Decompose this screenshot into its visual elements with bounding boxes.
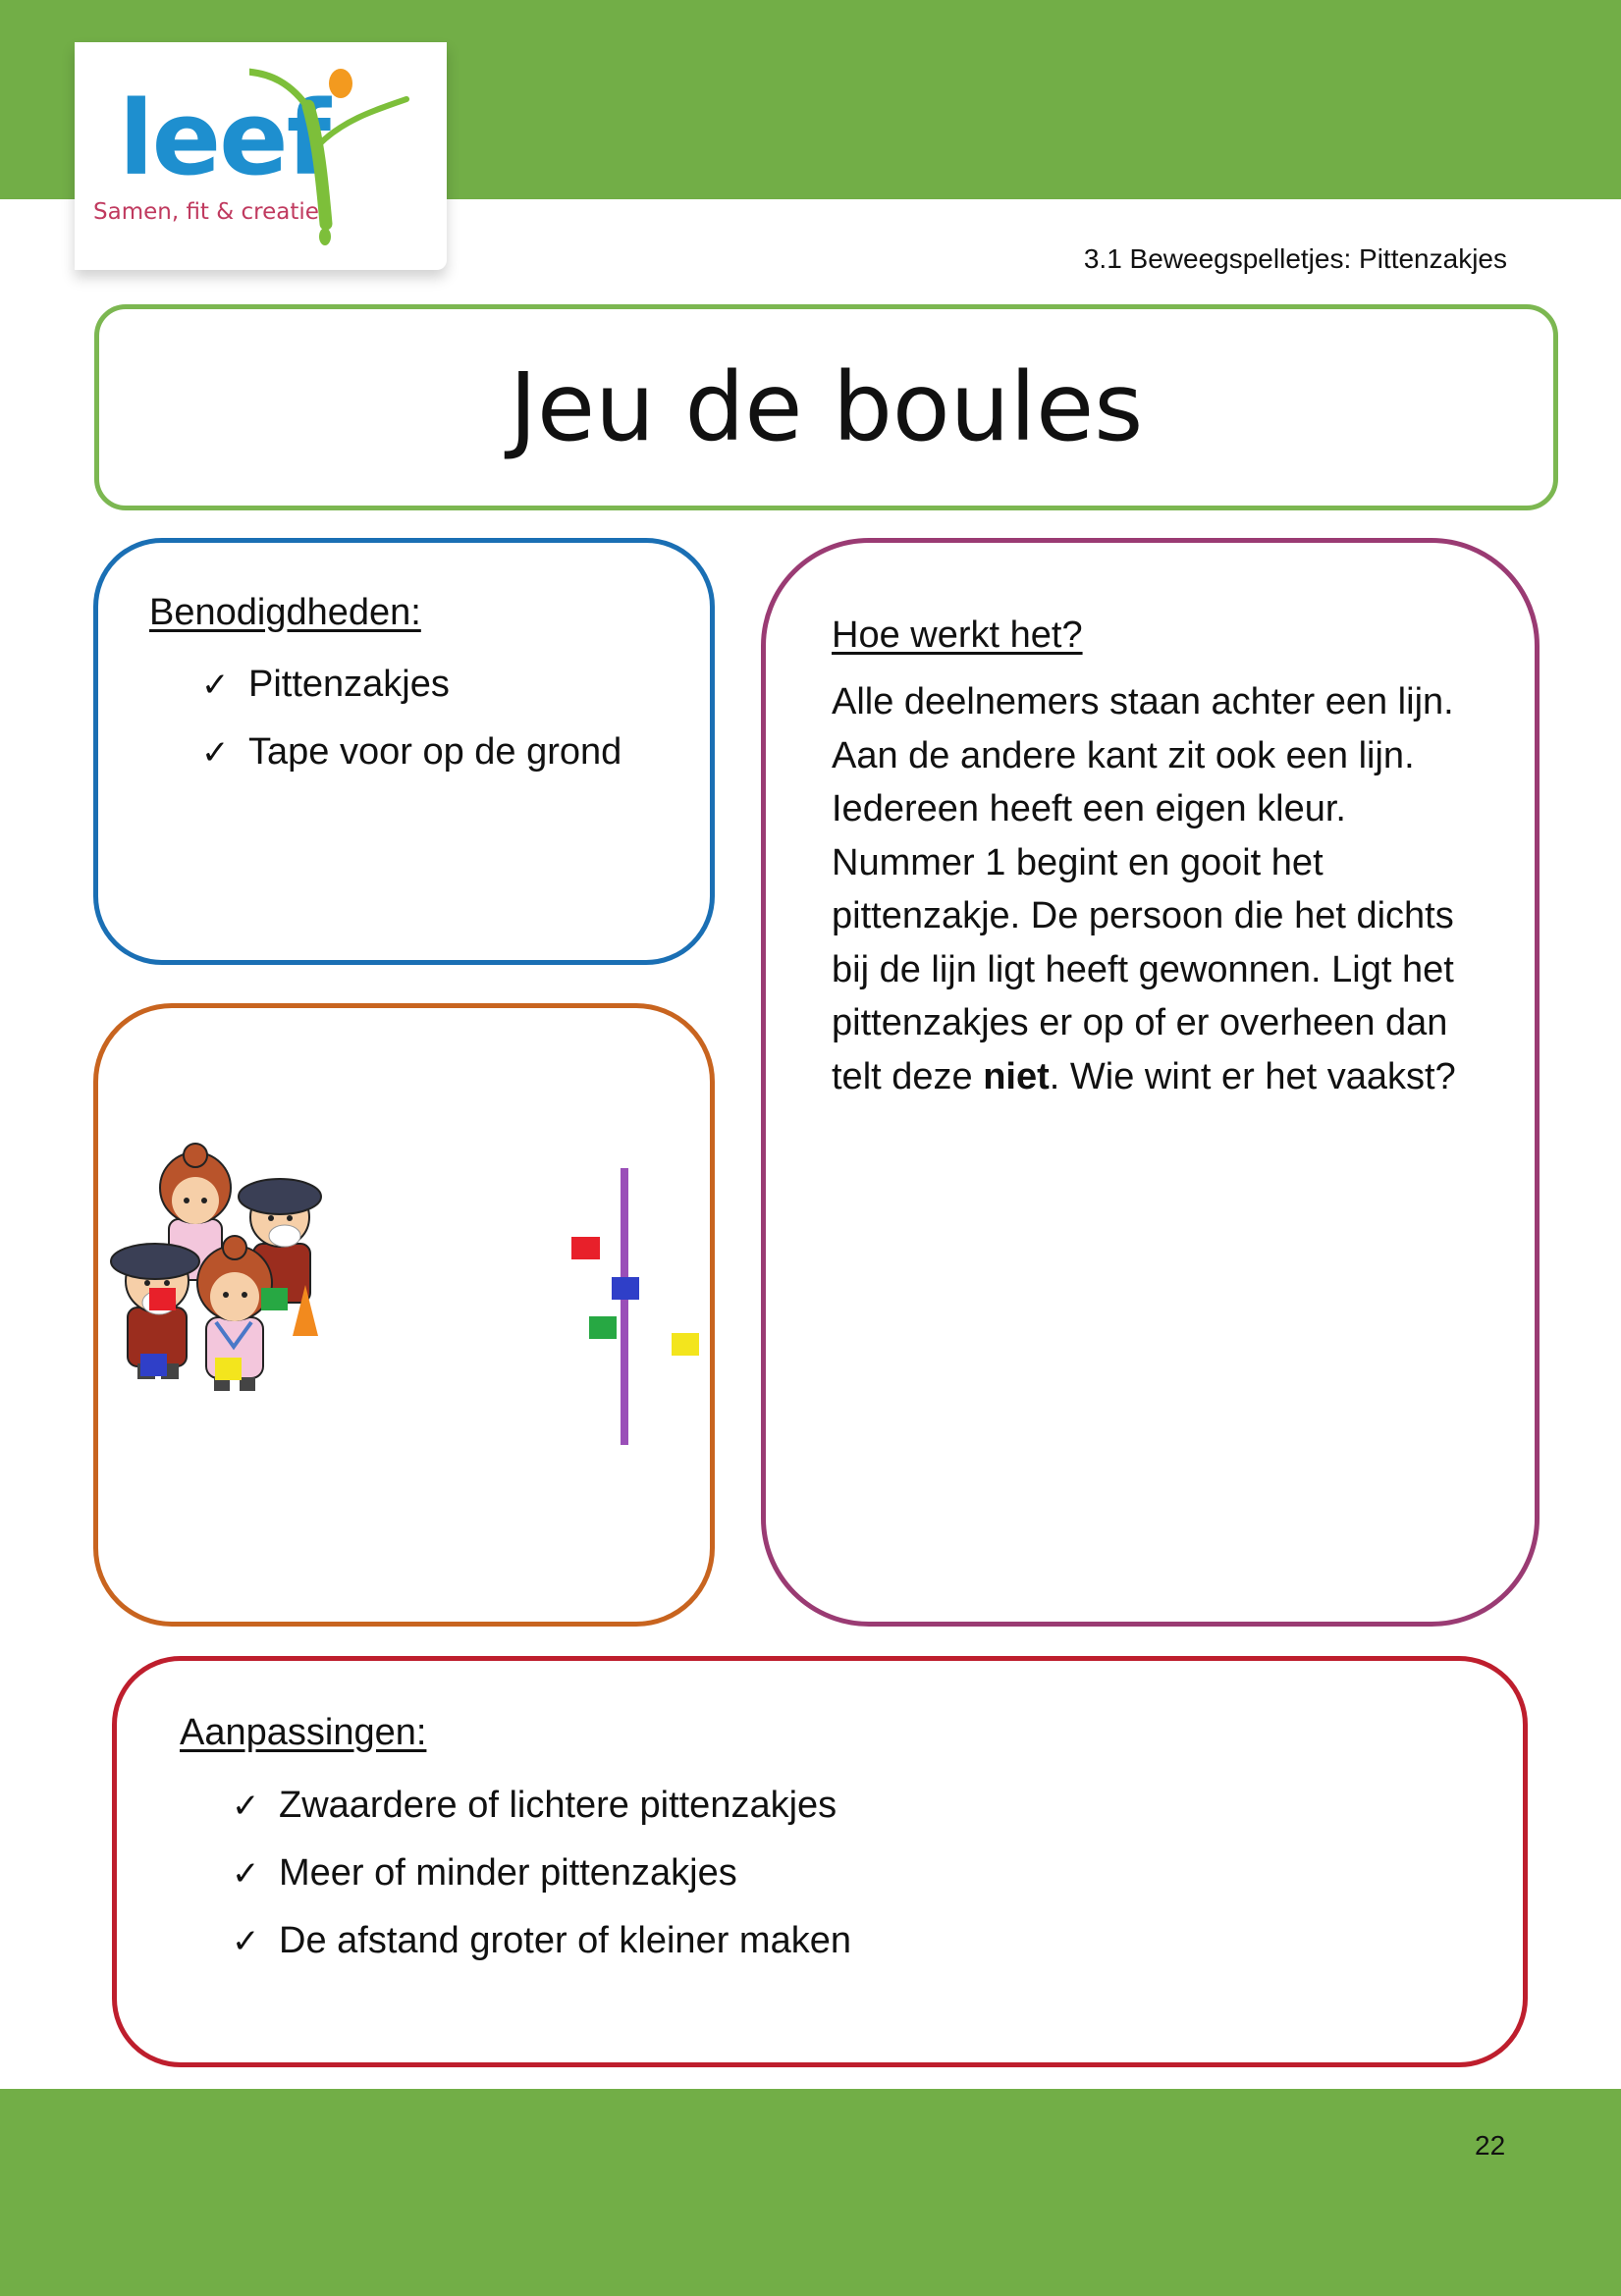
how-description [832, 675, 1489, 1103]
list-item [201, 651, 621, 719]
target-line [621, 1168, 628, 1445]
bag-green [589, 1316, 617, 1339]
how-it-works-box [761, 538, 1540, 1627]
title-box [94, 304, 1558, 510]
bag-yellow [215, 1358, 242, 1380]
supplies-box [93, 538, 715, 965]
bag-blue [612, 1277, 639, 1300]
list-item [201, 719, 621, 786]
illustration-box [93, 1003, 715, 1627]
bag-green [261, 1288, 288, 1310]
petanque-players-illustration [98, 1008, 710, 1622]
checkmark-icon: ✓ [232, 1854, 260, 1893]
adjustments-list [232, 1772, 851, 1975]
how-text-start: Alle deelnemers staan achter een lijn. Aan de andere kant zit ook een lijn. Iedereen heeft een eigen kleur. Nummer 1 begint en gooit het pittenzakje. De persoon die het dichts bij de lijn ligt heeft gewonnen. Ligt het pittenzakjes er op of er overheen dan telt deze [832, 681, 1454, 1097]
how-text-bold: niet [983, 1055, 1050, 1097]
adjustments-heading: Aanpassingen: [180, 1712, 427, 1753]
how-text-end: . Wie wint er het vaakst? [1049, 1055, 1456, 1097]
page-number: 22 [1475, 2130, 1506, 2161]
logo-figure-icon [249, 52, 446, 268]
adjustments-item-label: Meer of minder pittenzakjes [279, 1852, 737, 1894]
logo-word: leef [119, 79, 329, 198]
how-heading: Hoe werkt het? [832, 614, 1083, 656]
section-label: 3.1 Beweegspelletjes: Pittenzakjes [1083, 243, 1507, 274]
logo-tagline: Samen, fit & creatief [93, 199, 328, 225]
bag-red [571, 1237, 600, 1259]
adjustments-item-label: De afstand groter of kleiner maken [279, 1920, 851, 1961]
supplies-item-label: Tape voor op de grond [248, 731, 622, 773]
checkmark-icon: ✓ [232, 1787, 260, 1825]
checkmark-icon: ✓ [201, 666, 230, 704]
adjustments-item-label: Zwaardere of lichtere pittenzakjes [279, 1785, 838, 1826]
footer-band [0, 2089, 1621, 2296]
bag-blue [140, 1354, 167, 1376]
checkmark-icon: ✓ [232, 1922, 260, 1960]
list-item [232, 1840, 851, 1907]
checkmark-icon: ✓ [201, 733, 230, 772]
bag-red [149, 1288, 176, 1310]
list-item [232, 1772, 851, 1840]
bag-yellow [672, 1333, 699, 1356]
page-title: Jeu de boules [509, 352, 1144, 462]
supplies-heading: Benodigdheden: [149, 592, 421, 633]
adjustments-box [112, 1656, 1528, 2067]
supplies-list [201, 651, 621, 786]
supplies-item-label: Pittenzakjes [248, 664, 450, 705]
list-item [232, 1907, 851, 1975]
logo [75, 42, 447, 270]
